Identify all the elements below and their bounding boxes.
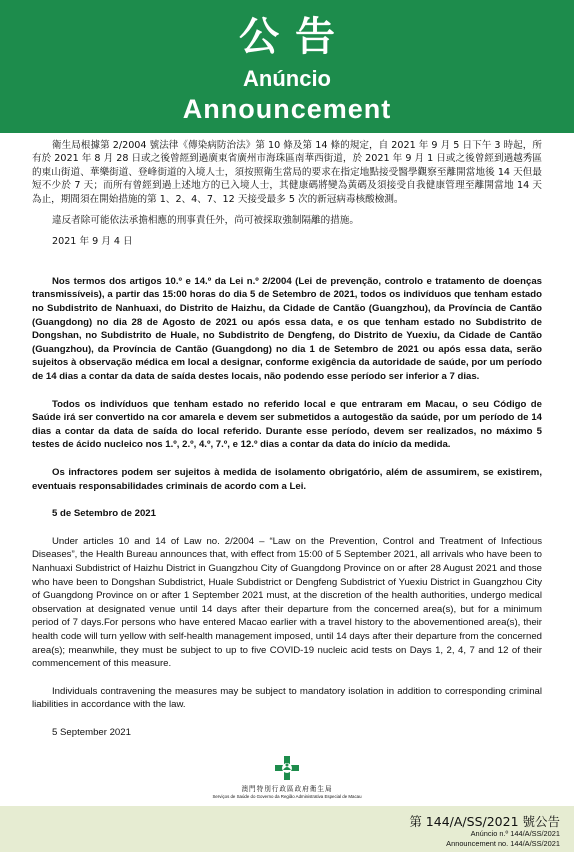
health-bureau-logo (0, 755, 574, 799)
chinese-paragraph: 衛生局根據第 2/2004 號法律《傳染病防治法》第 10 條及第 14 條的規定，自 2021 年 9 月 5 日下午 3 時起，所有於 2021 年 8 月 28 日或之後曾經到過廣東省廣州市海珠區南華西街道，於 2021 年 9 月 1 日或之後曾經到過越秀區的東山街道、華樂街道、登峰街道的入境人士，須按照衛生當局的要求在指定地點接受醫學觀察至離開當地後 14 天但最短不少於 7 天；而所有曾經到過上述地方的已入境人士，其健康碼將變為黃碼及須接受自我健康管理至離開當地 14 天為止，期間須在開始措施的第 1、2、4、7、12 天接受最多 5 次的新冠病毒核酸檢測。 (32, 140, 542, 205)
title-english: Announcement (182, 94, 392, 124)
chinese-date: 2021 年 9 月 4 日 (52, 236, 133, 248)
chinese-violation-note: 違反者除可能依法承擔相應的刑事責任外，尚可被採取強制隔離的措施。 (52, 215, 359, 227)
english-paragraph-1: Under articles 10 and 14 of Law no. 2/2004 – “Law on the Prevention, Control and Treatment of Infectious Diseases”, the Health Bureau announces that, with effect from 15:00 of 5 September 2021, all arrivals who have been to Nanhuaxi Subdistrict of Haizhu District in Guangzhou City of Guangdong Province on or after 28 August 2021 and those who have been to Dongshan Subdistrict, Huale Subdistrict or Dengfeng Subdistrict of Yuexiu District in Guangzhou City of Guangdong Province on or after 1 September 2021 must, at the discretion of the health authorities, undergo medical observation at designated venue until 14 days after their departure from the concerned area(s), but for a minimum period of 7 days.For persons who have entered Macao earlier with a travel history to the abovementioned area(s), their health code will turn yellow with self-health management imposed, until 14 days after their departure from the concerned area(s); meanwhile, they must be subject to up to five COVID-19 nucleic acid tests on Days 1, 2, 4, 7 and 12 of their commencement of this measure. (32, 535, 542, 670)
health-bureau-name-portuguese: Serviços de Saúde do Governo da Região Administrativa Especial de Macau (212, 794, 362, 799)
title-chinese: 公告 (239, 14, 351, 60)
announcement-header (0, 0, 574, 133)
portuguese-paragraph-1: Nos termos dos artigos 10.º e 14.º da Lei n.º 2/2004 (Lei de prevenção, controlo e tratamento de doenças transmissíveis), a partir das 15:00 horas do dia 5 de Setembro de 2021, todos os indivíduos que tenham estado no Subdistrito de Nanhuaxi, do Distrito de Haizhu, da Cidade de Cantão (Guangzhou), da Província de Cantão (Guangdong) no dia 28 de Agosto de 2021 ou após essa data, e os que tenham estado no Subdistrito de Dongshan, no Subdistrito de Huale, no Subdistrito de Dengfeng, do Distrito de Yuexiu, da Cidade de Cantão (Guangzhou), da Província de Cantão (Guangdong) no dia 1 de Setembro de 2021 ou após essa data, serão sujeitos à observação médica em local a designar, conforme exigência da autoridade de saúde, por um período de 14 dias a contar da data de saída destes locais, não podendo esse período ser inferior a 7 dias. (32, 275, 542, 382)
health-bureau-name-chinese: 澳門特別行政區政府衛生局 (241, 785, 333, 793)
portuguese-date: 5 de Setembro de 2021 (52, 508, 156, 520)
announcement-number-chinese: 第 144/A/SS/2021 號公告 (409, 814, 560, 829)
portuguese-paragraph-3: Os infractores podem ser sujeitos à medida de isolamento obrigatório, além de assumirem, se existirem, eventuais responsabilidades criminais de acordo com a Lei. (32, 466, 542, 492)
portuguese-paragraph-2: Todos os indivíduos que tenham estado no referido local e que entraram em Macau, o seu Código de Saúde irá ser convertido na cor amarela e devem ser submetidos a autogestão da saúde, por um período de 14 dias a contar da data de saída do local referido. Durante esse período, devem ser realizados, no máximo 5 testes de ácido nucleico nos 1.º, 2.º, 4.º, 7.º, e 12.º dias a contar da data do início da medida. (32, 398, 542, 451)
title-portuguese: Anúncio (243, 66, 331, 91)
announcement-footer (0, 806, 574, 852)
announcement-body (32, 139, 542, 739)
health-bureau-emblem-icon (274, 755, 300, 781)
announcement-number-english: Announcement no. 144/A/SS/2021 (446, 839, 560, 848)
english-date: 5 September 2021 (52, 726, 131, 738)
english-paragraph-2: Individuals contravening the measures may be subject to mandatory isolation in addition to corresponding criminal liabilities in accordance with the law. (32, 685, 542, 711)
announcement-number-portuguese: Anúncio n.º 144/A/SS/2021 (470, 829, 560, 838)
